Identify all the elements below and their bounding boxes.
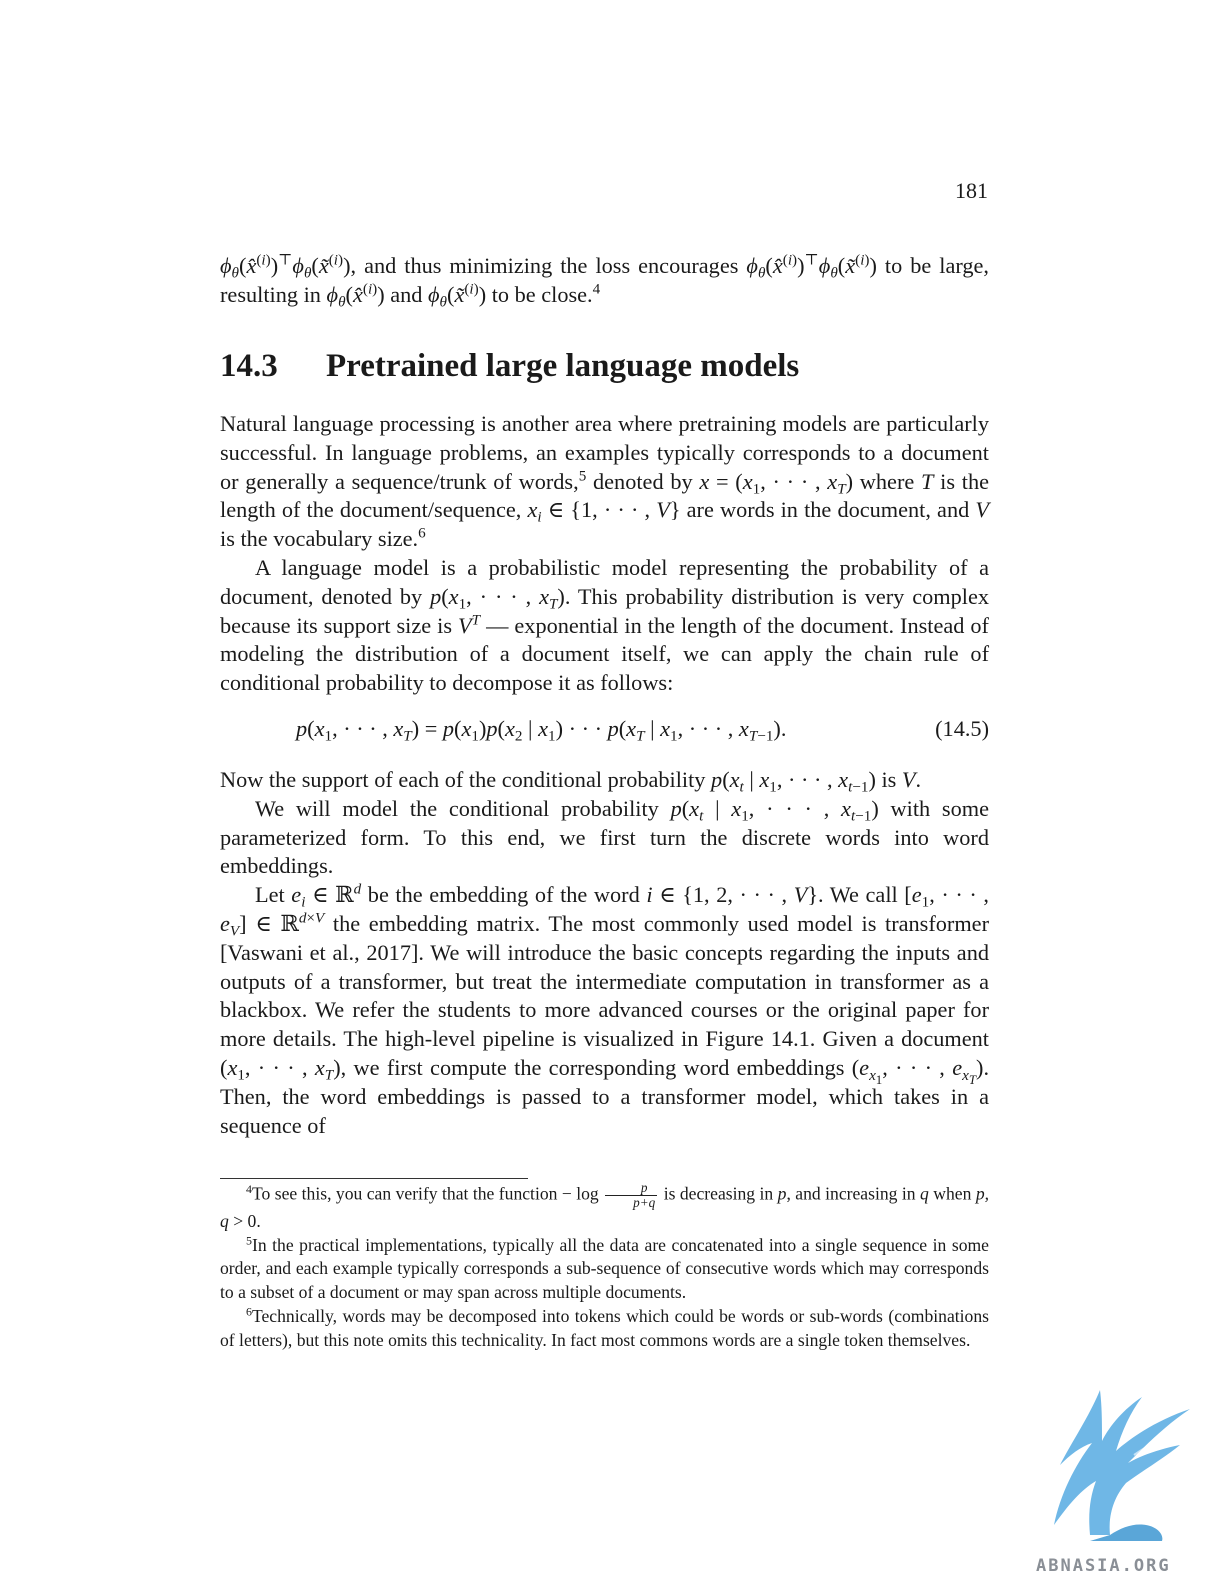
footnote-mark-4[interactable]: 4 [592, 280, 601, 298]
paragraph-1: Natural language processing is another area where pretraining models are particularly successful. In language problems, an examples typically corresponds to a document or generally a sequence/trunk of words,$^5$ denoted by $x = (x_1$, · · · , $x_T$) where T is the length of the document/sequence, $x_i$ ∈ {1, · · · , V} are words in the document, and V is the vocabulary size.$^6$ [220, 411, 989, 552]
footnote-6: $^6$Technically, words may be decomposed into tokens which could be words or sub-words (combinations of letters), but this note omits this technicality. In fact most commons words are a single token themselves. [220, 1304, 989, 1350]
intro-block [220, 252, 989, 310]
page-number: 181 [955, 178, 988, 203]
watermark-text: ABNASIA.ORG [1036, 1556, 1171, 1576]
body-text-upper [220, 410, 989, 698]
body-text-lower [220, 766, 989, 1140]
footnote-5: $^5$In the practical implementations, typically all the data are concatenated into a single sequence in some order, and each example typically corresponds a sub-sequence of consecutive words which may corresponds to a subset of a document or may span across multiple documents. [220, 1232, 989, 1303]
equation-14-5 [220, 716, 989, 746]
fraction: $\frac{p}{p+q}$ [605, 1181, 657, 1210]
section-heading [220, 348, 989, 385]
paragraph-3: Now the support of each of the conditional probability $p(x_t$ | $x_1$, · · · , $x_{t-1}$) is V. [220, 767, 922, 796]
equation-expression: $p(x_1$, · · · , $x_T) = p(x_1)p(x_2$ | $x_1$) · · · $p(x_T$ | $x_1$, · · · , $x_{T-1}$). [296, 716, 787, 745]
paragraph-4: We will model the conditional probability $p(x_t$ | $x_1$, · · · , $x_{t-1}$) with some parameterized form. To this end, we first turn the discrete words into word embeddings. [220, 795, 989, 879]
griffin-logo-icon [1030, 1385, 1200, 1545]
paragraph-5: Let $e_i$ ∈ ℝ$^d$ be the embedding of the word i ∈ {1, 2, · · · , V}. We call [$e_1$, · · · , $e_V$] ∈ ℝ$^{d\times V}$ the embedding matrix. The most commonly used model is transformer [Vaswani et al., 2017]. We will introduce the basic concepts regarding the inputs and outputs of a transformer, but treat the intermediate computation in transformer as a blackbox. We refer the students to more advanced courses or the original paper for more details. The high-level pipeline is visualized in Figure 14.1. Given a document ($x_1$, · · · , $x_T$), we first compute the corresponding word embeddings ($e_{x_1}$, · · · , $e_{x_T}$). Then, the word embeddings is passed to a transformer model, which takes in a sequence of [220, 880, 990, 1138]
equation-number: (14.5) [935, 716, 989, 741]
intro-paragraph: $\phi_\theta(x̂^{(i)})^⊤\phi_\theta(x̃^{(i)})$, and thus minimizing the loss encourages $\phi_\theta(x̂^{(i)})^⊤\phi_\theta(x̃^{(i)})$ to be large, resulting in $\phi_\theta(x̂^{(i)})$ and $\phi_\theta(x̃^{(i)})$ to be close.$^4$ [220, 251, 990, 311]
footnote-4: $^4$To see this, you can verify that the function − log $\frac{p}{p+q}$ is decreasing in p, and increasing in q when p, q > 0. [220, 1180, 990, 1231]
section-title: Pretrained large language models [326, 348, 800, 384]
footnotes [220, 1181, 989, 1353]
paragraph-2: A language model is a probabilistic model representing the probability of a document, denoted by $p(x_1$, · · · , $x_T$). This probability distribution is very complex because its support size is $V^T$ — exponential in the length of the document. Instead of modeling the distribution of a document itself, we can apply the chain rule of conditional probability to decompose it as follows: [220, 554, 989, 696]
footnote-mark-5[interactable]: 5 [578, 467, 587, 485]
footnote-rule [220, 1178, 528, 1179]
section-number: 14.3 [220, 348, 278, 384]
footnote-mark-6[interactable]: 6 [418, 524, 426, 542]
